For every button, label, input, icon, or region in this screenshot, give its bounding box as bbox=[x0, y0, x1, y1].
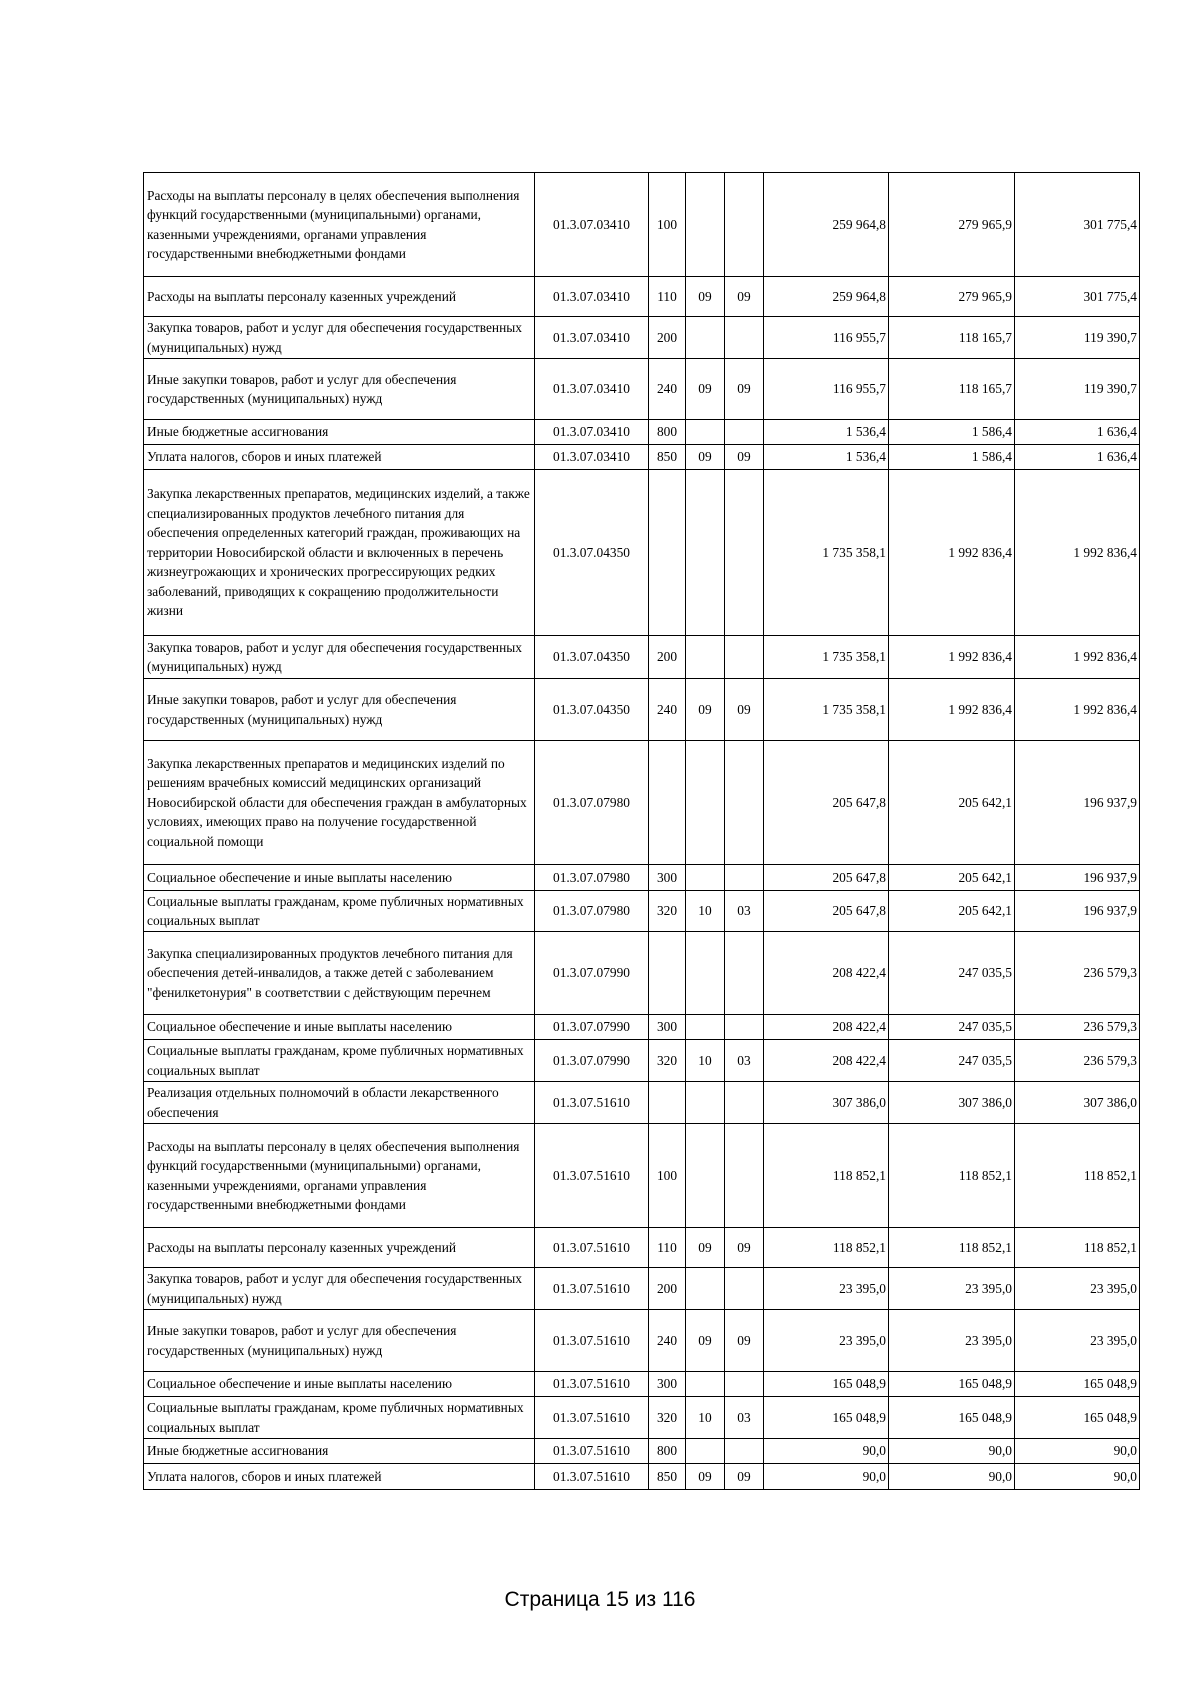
expense-type-cell bbox=[649, 932, 686, 1015]
amount-year-3-cell: 165 048,9 bbox=[1015, 1372, 1140, 1397]
target-article-code-cell: 01.3.07.07990 bbox=[535, 932, 649, 1015]
amount-year-3-cell: 1 992 836,4 bbox=[1015, 636, 1140, 679]
row-name-cell: Иные закупки товаров, работ и услуг для обеспечения государственных (муниципальных) нужд bbox=[144, 1310, 535, 1372]
subsection-code-cell bbox=[725, 865, 764, 891]
row-name-cell: Закупка лекарственных препаратов и медицинских изделий по решениям врачебных комиссий медицинских организаций Новосибирской области для обеспечения граждан в амбулаторных условиях, имеющих право на получение государственной социальной помощи bbox=[144, 741, 535, 865]
amount-year-1-cell: 118 852,1 bbox=[764, 1124, 889, 1228]
row-name-cell: Социальные выплаты гражданам, кроме публичных нормативных социальных выплат bbox=[144, 1040, 535, 1082]
section-code-cell bbox=[686, 317, 725, 359]
row-name-cell: Иные бюджетные ассигнования bbox=[144, 1439, 535, 1464]
amount-year-3-cell: 301 775,4 bbox=[1015, 173, 1140, 277]
amount-year-2-cell: 307 386,0 bbox=[889, 1082, 1015, 1124]
section-code-cell: 09 bbox=[686, 359, 725, 420]
amount-year-1-cell: 165 048,9 bbox=[764, 1372, 889, 1397]
expense-type-cell: 800 bbox=[649, 420, 686, 445]
expense-type-cell: 200 bbox=[649, 1268, 686, 1310]
amount-year-1-cell: 90,0 bbox=[764, 1439, 889, 1464]
row-name-cell: Уплата налогов, сборов и иных платежей bbox=[144, 445, 535, 470]
row-name-cell: Социальные выплаты гражданам, кроме публичных нормативных социальных выплат bbox=[144, 891, 535, 932]
table-row bbox=[144, 173, 1140, 277]
section-code-cell: 09 bbox=[686, 445, 725, 470]
subsection-code-cell bbox=[725, 420, 764, 445]
amount-year-2-cell: 247 035,5 bbox=[889, 932, 1015, 1015]
amount-year-3-cell: 236 579,3 bbox=[1015, 1040, 1140, 1082]
expense-type-cell: 320 bbox=[649, 1040, 686, 1082]
subsection-code-cell bbox=[725, 470, 764, 636]
target-article-code-cell: 01.3.07.51610 bbox=[535, 1439, 649, 1464]
target-article-code-cell: 01.3.07.51610 bbox=[535, 1228, 649, 1268]
table-row bbox=[144, 679, 1140, 741]
amount-year-2-cell: 205 642,1 bbox=[889, 865, 1015, 891]
table-row bbox=[144, 932, 1140, 1015]
amount-year-3-cell: 196 937,9 bbox=[1015, 891, 1140, 932]
page-number: Страница 15 из 116 bbox=[504, 1588, 696, 1611]
amount-year-1-cell: 205 647,8 bbox=[764, 891, 889, 932]
subsection-code-cell: 09 bbox=[725, 359, 764, 420]
row-name-cell: Социальное обеспечение и иные выплаты населению bbox=[144, 865, 535, 891]
amount-year-2-cell: 1 992 836,4 bbox=[889, 470, 1015, 636]
target-article-code-cell: 01.3.07.51610 bbox=[535, 1372, 649, 1397]
subsection-code-cell: 09 bbox=[725, 1228, 764, 1268]
table-row bbox=[144, 420, 1140, 445]
amount-year-2-cell: 118 165,7 bbox=[889, 359, 1015, 420]
subsection-code-cell bbox=[725, 1124, 764, 1228]
subsection-code-cell: 09 bbox=[725, 679, 764, 741]
section-code-cell bbox=[686, 470, 725, 636]
amount-year-3-cell: 118 852,1 bbox=[1015, 1228, 1140, 1268]
subsection-code-cell: 03 bbox=[725, 1397, 764, 1439]
expense-type-cell: 200 bbox=[649, 317, 686, 359]
subsection-code-cell bbox=[725, 1015, 764, 1040]
amount-year-2-cell: 90,0 bbox=[889, 1464, 1015, 1490]
amount-year-1-cell: 307 386,0 bbox=[764, 1082, 889, 1124]
target-article-code-cell: 01.3.07.51610 bbox=[535, 1268, 649, 1310]
amount-year-2-cell: 205 642,1 bbox=[889, 741, 1015, 865]
amount-year-2-cell: 247 035,5 bbox=[889, 1040, 1015, 1082]
amount-year-1-cell: 259 964,8 bbox=[764, 173, 889, 277]
target-article-code-cell: 01.3.07.03410 bbox=[535, 445, 649, 470]
amount-year-3-cell: 90,0 bbox=[1015, 1464, 1140, 1490]
expense-type-cell: 320 bbox=[649, 891, 686, 932]
section-code-cell bbox=[686, 636, 725, 679]
table-row bbox=[144, 1015, 1140, 1040]
expense-type-cell: 320 bbox=[649, 1397, 686, 1439]
table-row bbox=[144, 741, 1140, 865]
subsection-code-cell: 09 bbox=[725, 277, 764, 317]
amount-year-3-cell: 90,0 bbox=[1015, 1439, 1140, 1464]
subsection-code-cell bbox=[725, 1439, 764, 1464]
amount-year-2-cell: 23 395,0 bbox=[889, 1268, 1015, 1310]
amount-year-1-cell: 1 735 358,1 bbox=[764, 679, 889, 741]
expense-type-cell: 850 bbox=[649, 445, 686, 470]
amount-year-3-cell: 165 048,9 bbox=[1015, 1397, 1140, 1439]
table-row bbox=[144, 1228, 1140, 1268]
expense-type-cell bbox=[649, 470, 686, 636]
table-row bbox=[144, 1372, 1140, 1397]
expense-type-cell bbox=[649, 741, 686, 865]
amount-year-2-cell: 279 965,9 bbox=[889, 173, 1015, 277]
subsection-code-cell bbox=[725, 1268, 764, 1310]
amount-year-3-cell: 1 636,4 bbox=[1015, 445, 1140, 470]
row-name-cell: Закупка специализированных продуктов лечебного питания для обеспечения детей-инвалидов, а также детей с заболеванием "фенилкетонурия" в соответствии с действующим перечнем bbox=[144, 932, 535, 1015]
table-row bbox=[144, 277, 1140, 317]
target-article-code-cell: 01.3.07.51610 bbox=[535, 1397, 649, 1439]
amount-year-1-cell: 90,0 bbox=[764, 1464, 889, 1490]
target-article-code-cell: 01.3.07.03410 bbox=[535, 359, 649, 420]
row-name-cell: Закупка товаров, работ и услуг для обеспечения государственных (муниципальных) нужд bbox=[144, 636, 535, 679]
expense-type-cell: 240 bbox=[649, 679, 686, 741]
subsection-code-cell bbox=[725, 932, 764, 1015]
section-code-cell bbox=[686, 1124, 725, 1228]
amount-year-3-cell: 118 852,1 bbox=[1015, 1124, 1140, 1228]
subsection-code-cell bbox=[725, 741, 764, 865]
expense-type-cell: 100 bbox=[649, 173, 686, 277]
row-name-cell: Закупка товаров, работ и услуг для обеспечения государственных (муниципальных) нужд bbox=[144, 1268, 535, 1310]
amount-year-2-cell: 247 035,5 bbox=[889, 1015, 1015, 1040]
row-name-cell: Расходы на выплаты персоналу казенных учреждений bbox=[144, 277, 535, 317]
section-code-cell: 09 bbox=[686, 277, 725, 317]
row-name-cell: Социальные выплаты гражданам, кроме публичных нормативных социальных выплат bbox=[144, 1397, 535, 1439]
subsection-code-cell bbox=[725, 1372, 764, 1397]
amount-year-2-cell: 118 165,7 bbox=[889, 317, 1015, 359]
expense-type-cell bbox=[649, 1082, 686, 1124]
amount-year-1-cell: 259 964,8 bbox=[764, 277, 889, 317]
target-article-code-cell: 01.3.07.07980 bbox=[535, 865, 649, 891]
expense-type-cell: 300 bbox=[649, 865, 686, 891]
target-article-code-cell: 01.3.07.04350 bbox=[535, 636, 649, 679]
expense-type-cell: 110 bbox=[649, 277, 686, 317]
amount-year-1-cell: 208 422,4 bbox=[764, 932, 889, 1015]
row-name-cell: Иные закупки товаров, работ и услуг для обеспечения государственных (муниципальных) нужд bbox=[144, 359, 535, 420]
amount-year-1-cell: 205 647,8 bbox=[764, 741, 889, 865]
amount-year-1-cell: 116 955,7 bbox=[764, 317, 889, 359]
table-row bbox=[144, 1310, 1140, 1372]
section-code-cell: 09 bbox=[686, 679, 725, 741]
amount-year-2-cell: 165 048,9 bbox=[889, 1397, 1015, 1439]
target-article-code-cell: 01.3.07.07980 bbox=[535, 741, 649, 865]
amount-year-2-cell: 1 992 836,4 bbox=[889, 636, 1015, 679]
table-row bbox=[144, 359, 1140, 420]
table-row bbox=[144, 636, 1140, 679]
expense-type-cell: 110 bbox=[649, 1228, 686, 1268]
table-row bbox=[144, 1124, 1140, 1228]
subsection-code-cell: 09 bbox=[725, 1464, 764, 1490]
amount-year-1-cell: 1 735 358,1 bbox=[764, 636, 889, 679]
amount-year-1-cell: 1 536,4 bbox=[764, 445, 889, 470]
amount-year-1-cell: 208 422,4 bbox=[764, 1040, 889, 1082]
section-code-cell bbox=[686, 741, 725, 865]
subsection-code-cell: 09 bbox=[725, 1310, 764, 1372]
amount-year-3-cell: 307 386,0 bbox=[1015, 1082, 1140, 1124]
amount-year-1-cell: 1 536,4 bbox=[764, 420, 889, 445]
section-code-cell: 10 bbox=[686, 1040, 725, 1082]
expense-type-cell: 800 bbox=[649, 1439, 686, 1464]
amount-year-2-cell: 165 048,9 bbox=[889, 1372, 1015, 1397]
amount-year-3-cell: 119 390,7 bbox=[1015, 317, 1140, 359]
target-article-code-cell: 01.3.07.51610 bbox=[535, 1310, 649, 1372]
expense-type-cell: 850 bbox=[649, 1464, 686, 1490]
expense-type-cell: 100 bbox=[649, 1124, 686, 1228]
target-article-code-cell: 01.3.07.04350 bbox=[535, 679, 649, 741]
amount-year-3-cell: 119 390,7 bbox=[1015, 359, 1140, 420]
target-article-code-cell: 01.3.07.03410 bbox=[535, 317, 649, 359]
row-name-cell: Закупка лекарственных препаратов, медицинских изделий, а также специализированных продуктов лечебного питания для обеспечения определенных категорий граждан, проживающих на территории Новосибирской области и включенных в перечень жизнеугрожающих и хронических прогрессирующих редких заболеваний, приводящих к сокращению продолжительности жизни bbox=[144, 470, 535, 636]
amount-year-1-cell: 205 647,8 bbox=[764, 865, 889, 891]
target-article-code-cell: 01.3.07.04350 bbox=[535, 470, 649, 636]
row-name-cell: Расходы на выплаты персоналу в целях обеспечения выполнения функций государственными (муниципальными) органами, казенными учреждениями, органами управления государственными внебюджетными фондами bbox=[144, 1124, 535, 1228]
table-row bbox=[144, 1040, 1140, 1082]
amount-year-2-cell: 118 852,1 bbox=[889, 1228, 1015, 1268]
amount-year-2-cell: 1 586,4 bbox=[889, 445, 1015, 470]
expense-type-cell: 240 bbox=[649, 359, 686, 420]
amount-year-3-cell: 196 937,9 bbox=[1015, 865, 1140, 891]
amount-year-1-cell: 23 395,0 bbox=[764, 1268, 889, 1310]
table-row bbox=[144, 865, 1140, 891]
amount-year-1-cell: 116 955,7 bbox=[764, 359, 889, 420]
amount-year-2-cell: 205 642,1 bbox=[889, 891, 1015, 932]
amount-year-2-cell: 1 992 836,4 bbox=[889, 679, 1015, 741]
amount-year-2-cell: 1 586,4 bbox=[889, 420, 1015, 445]
amount-year-2-cell: 118 852,1 bbox=[889, 1124, 1015, 1228]
amount-year-1-cell: 23 395,0 bbox=[764, 1310, 889, 1372]
amount-year-2-cell: 90,0 bbox=[889, 1439, 1015, 1464]
row-name-cell: Реализация отдельных полномочий в области лекарственного обеспечения bbox=[144, 1082, 535, 1124]
expense-type-cell: 300 bbox=[649, 1372, 686, 1397]
expense-type-cell: 240 bbox=[649, 1310, 686, 1372]
table-row bbox=[144, 1464, 1140, 1490]
target-article-code-cell: 01.3.07.03410 bbox=[535, 420, 649, 445]
target-article-code-cell: 01.3.07.03410 bbox=[535, 173, 649, 277]
table-row bbox=[144, 470, 1140, 636]
section-code-cell bbox=[686, 865, 725, 891]
target-article-code-cell: 01.3.07.07990 bbox=[535, 1015, 649, 1040]
amount-year-3-cell: 301 775,4 bbox=[1015, 277, 1140, 317]
row-name-cell: Уплата налогов, сборов и иных платежей bbox=[144, 1464, 535, 1490]
subsection-code-cell bbox=[725, 317, 764, 359]
section-code-cell bbox=[686, 932, 725, 1015]
amount-year-3-cell: 1 992 836,4 bbox=[1015, 679, 1140, 741]
section-code-cell: 09 bbox=[686, 1228, 725, 1268]
expense-type-cell: 200 bbox=[649, 636, 686, 679]
amount-year-3-cell: 236 579,3 bbox=[1015, 932, 1140, 1015]
table-row bbox=[144, 1439, 1140, 1464]
row-name-cell: Иные бюджетные ассигнования bbox=[144, 420, 535, 445]
row-name-cell: Расходы на выплаты персоналу в целях обеспечения выполнения функций государственными (муниципальными) органами, казенными учреждениями, органами управления государственными внебюджетными фондами bbox=[144, 173, 535, 277]
table-body bbox=[144, 173, 1140, 1490]
amount-year-3-cell: 1 636,4 bbox=[1015, 420, 1140, 445]
section-code-cell bbox=[686, 173, 725, 277]
subsection-code-cell: 03 bbox=[725, 1040, 764, 1082]
amount-year-3-cell: 236 579,3 bbox=[1015, 1015, 1140, 1040]
amount-year-2-cell: 23 395,0 bbox=[889, 1310, 1015, 1372]
amount-year-1-cell: 165 048,9 bbox=[764, 1397, 889, 1439]
section-code-cell bbox=[686, 1372, 725, 1397]
amount-year-1-cell: 208 422,4 bbox=[764, 1015, 889, 1040]
table-row bbox=[144, 1268, 1140, 1310]
table-row bbox=[144, 891, 1140, 932]
amount-year-3-cell: 23 395,0 bbox=[1015, 1310, 1140, 1372]
expense-type-cell: 300 bbox=[649, 1015, 686, 1040]
target-article-code-cell: 01.3.07.07990 bbox=[535, 1040, 649, 1082]
row-name-cell: Иные закупки товаров, работ и услуг для обеспечения государственных (муниципальных) нужд bbox=[144, 679, 535, 741]
subsection-code-cell bbox=[725, 1082, 764, 1124]
section-code-cell bbox=[686, 1082, 725, 1124]
target-article-code-cell: 01.3.07.51610 bbox=[535, 1124, 649, 1228]
amount-year-1-cell: 1 735 358,1 bbox=[764, 470, 889, 636]
subsection-code-cell: 03 bbox=[725, 891, 764, 932]
table-row bbox=[144, 317, 1140, 359]
amount-year-3-cell: 196 937,9 bbox=[1015, 741, 1140, 865]
row-name-cell: Расходы на выплаты персоналу казенных учреждений bbox=[144, 1228, 535, 1268]
amount-year-3-cell: 23 395,0 bbox=[1015, 1268, 1140, 1310]
target-article-code-cell: 01.3.07.07980 bbox=[535, 891, 649, 932]
table-row bbox=[144, 445, 1140, 470]
target-article-code-cell: 01.3.07.51610 bbox=[535, 1464, 649, 1490]
section-code-cell: 09 bbox=[686, 1464, 725, 1490]
target-article-code-cell: 01.3.07.03410 bbox=[535, 277, 649, 317]
section-code-cell bbox=[686, 1015, 725, 1040]
target-article-code-cell: 01.3.07.51610 bbox=[535, 1082, 649, 1124]
table-row bbox=[144, 1082, 1140, 1124]
subsection-code-cell: 09 bbox=[725, 445, 764, 470]
table-row bbox=[144, 1397, 1140, 1439]
section-code-cell bbox=[686, 420, 725, 445]
amount-year-3-cell: 1 992 836,4 bbox=[1015, 470, 1140, 636]
subsection-code-cell bbox=[725, 636, 764, 679]
row-name-cell: Социальное обеспечение и иные выплаты населению bbox=[144, 1372, 535, 1397]
section-code-cell bbox=[686, 1439, 725, 1464]
row-name-cell: Социальное обеспечение и иные выплаты населению bbox=[144, 1015, 535, 1040]
row-name-cell: Закупка товаров, работ и услуг для обеспечения государственных (муниципальных) нужд bbox=[144, 317, 535, 359]
section-code-cell: 10 bbox=[686, 1397, 725, 1439]
section-code-cell bbox=[686, 1268, 725, 1310]
subsection-code-cell bbox=[725, 173, 764, 277]
budget-table bbox=[143, 172, 1140, 1490]
section-code-cell: 10 bbox=[686, 891, 725, 932]
amount-year-1-cell: 118 852,1 bbox=[764, 1228, 889, 1268]
amount-year-2-cell: 279 965,9 bbox=[889, 277, 1015, 317]
section-code-cell: 09 bbox=[686, 1310, 725, 1372]
